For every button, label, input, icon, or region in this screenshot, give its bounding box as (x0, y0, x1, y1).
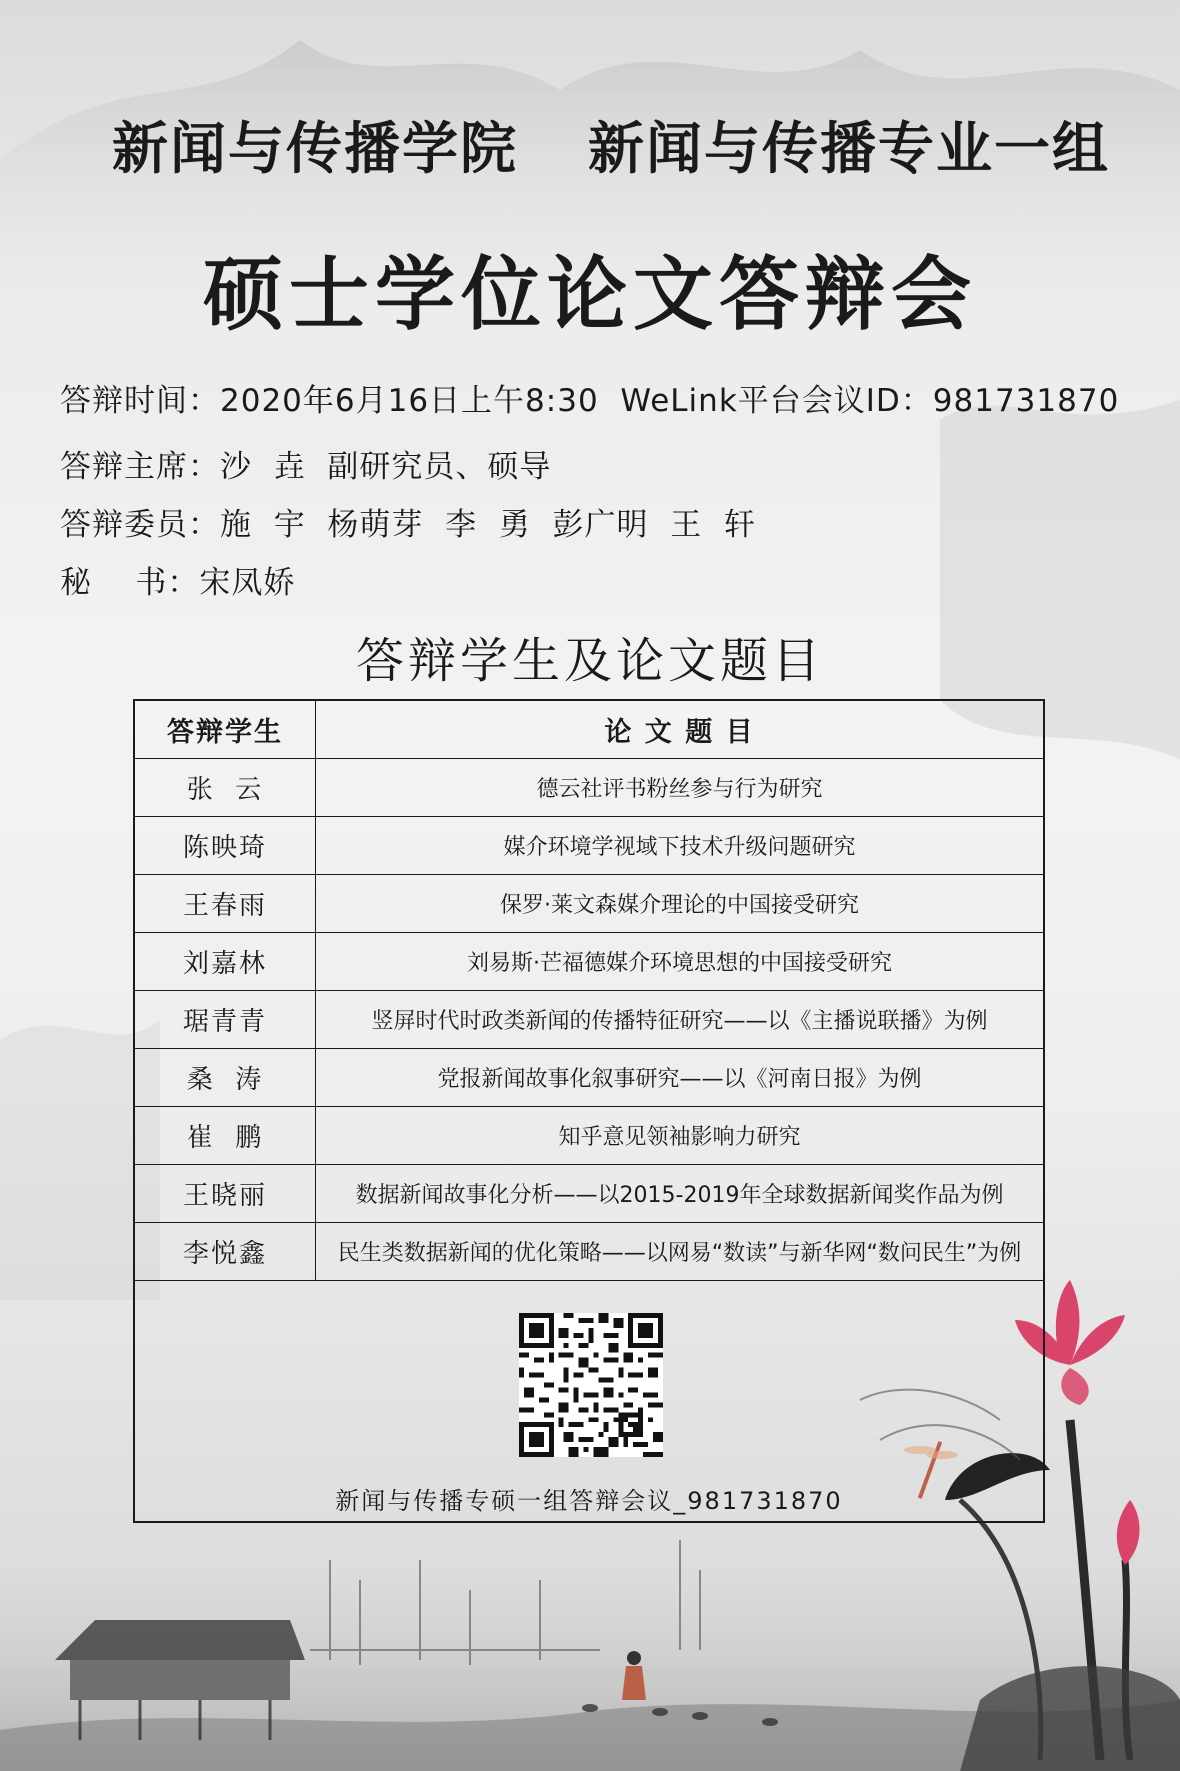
table-row (135, 1223, 1043, 1281)
header (0, 105, 1180, 182)
group-name: 新闻与传播专业一组 (588, 117, 1110, 182)
thesis-title: 数据新闻故事化分析——以2015-2019年全球数据新闻奖作品为例 (316, 1165, 1044, 1223)
table-row (135, 991, 1043, 1049)
thesis-title: 刘易斯·芒福德媒介环境思想的中国接受研究 (316, 933, 1044, 991)
student-name: 崔 鹏 (135, 1107, 316, 1165)
table-row (135, 817, 1043, 875)
table-row (135, 933, 1043, 991)
thesis-title: 民生类数据新闻的优化策略——以网易“数读”与新华网“数问民生”为例 (316, 1223, 1044, 1281)
student-name: 张 云 (135, 759, 316, 817)
table-row (135, 1049, 1043, 1107)
thesis-title: 媒介环境学视域下技术升级问题研究 (316, 817, 1044, 875)
defense-chair-line (60, 441, 551, 486)
defense-time-label: 答辩时间： (60, 383, 220, 419)
defense-chair-label: 答辩主席： (60, 449, 220, 485)
thesis-title: 党报新闻故事化叙事研究——以《河南日报》为例 (316, 1049, 1044, 1107)
defense-table (135, 701, 1043, 1281)
table-header-row (135, 701, 1043, 759)
student-name: 王晓丽 (135, 1165, 316, 1223)
thesis-title: 知乎意见领袖影响力研究 (316, 1107, 1044, 1165)
table-row (135, 875, 1043, 933)
page-title: 硕士学位论文答辩会 (203, 248, 977, 341)
student-name: 王春雨 (135, 875, 316, 933)
student-name: 琚青青 (135, 991, 316, 1049)
defense-members-value: 施 宇 杨萌芽 李 勇 彭广明 王 轩 (220, 507, 756, 543)
table-row (135, 1107, 1043, 1165)
section-title: 答辩学生及论文题目 (355, 633, 824, 689)
table-row (135, 1165, 1043, 1223)
header-thesis: 论 文 题 目 (316, 701, 1044, 759)
defense-time-value: 2020年6月16日上午8:30 WeLink平台会议ID：981731870 (220, 383, 1120, 419)
secretary-value: 宋凤娇 (199, 565, 296, 601)
secretary-label: 秘 书： (60, 565, 200, 601)
secretary-line (60, 557, 295, 602)
qr-area (135, 1289, 1043, 1521)
student-name: 陈映琦 (135, 817, 316, 875)
defense-table-box (133, 699, 1045, 1523)
defense-members-line (60, 499, 756, 544)
defense-members-label: 答辩委员： (60, 507, 220, 543)
student-name: 刘嘉林 (135, 933, 316, 991)
thesis-title: 保罗·莱文森媒介理论的中国接受研究 (316, 875, 1044, 933)
student-name: 桑 涛 (135, 1049, 316, 1107)
qr-code-icon[interactable] (519, 1313, 663, 1457)
school-name: 新闻与传播学院 (112, 117, 518, 182)
qr-caption: 新闻与传播专硕一组答辩会议_981731870 (335, 1487, 843, 1515)
header-student: 答辩学生 (135, 701, 316, 759)
student-name: 李悦鑫 (135, 1223, 316, 1281)
defense-time-line (60, 375, 1119, 420)
thesis-title: 德云社评书粉丝参与行为研究 (316, 759, 1044, 817)
thesis-title: 竖屏时代时政类新闻的传播特征研究——以《主播说联播》为例 (316, 991, 1044, 1049)
defense-chair-value: 沙 垚 副研究员、硕导 (220, 449, 552, 485)
table-row (135, 759, 1043, 817)
